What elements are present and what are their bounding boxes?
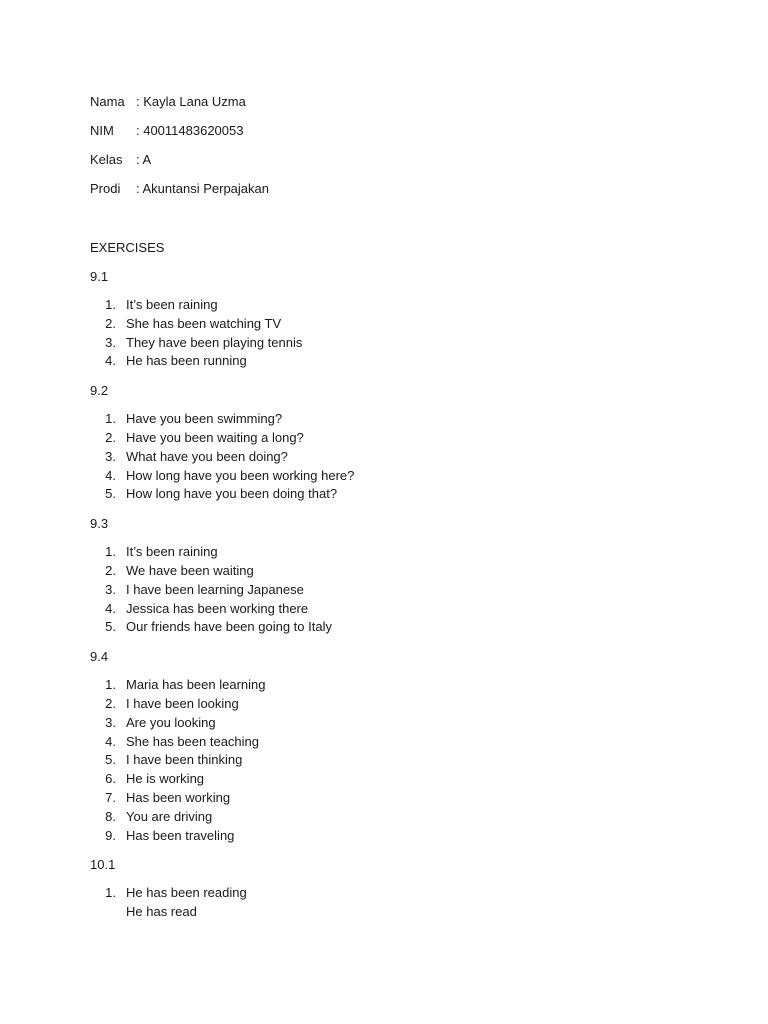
answer-line: She has been teaching	[126, 733, 259, 749]
item-number: 2.	[105, 429, 116, 445]
answer-line: Maria has been learning	[126, 677, 266, 693]
answer-line: What have you been doing?	[126, 448, 288, 464]
answer-line: He has been reading	[126, 885, 247, 901]
answer-text	[126, 429, 304, 448]
answer-text	[126, 676, 265, 695]
answer-text	[126, 827, 234, 846]
student-info	[90, 92, 710, 208]
answer-text	[126, 600, 308, 619]
answer-line: Has been working	[126, 789, 231, 805]
list-item	[90, 827, 710, 846]
list-item	[90, 600, 710, 619]
item-number: 4.	[105, 733, 116, 749]
info-row-nama	[90, 92, 710, 121]
item-number: 4.	[105, 600, 116, 616]
item-number: 1.	[105, 677, 116, 693]
list-item	[90, 485, 710, 504]
list-item	[90, 695, 710, 714]
answer-text	[126, 884, 247, 922]
list-item	[90, 676, 710, 695]
info-row-kelas	[90, 150, 710, 179]
info-value: : Kayla Lana Uzma	[136, 94, 246, 109]
info-label: NIM	[90, 123, 114, 138]
answer-text	[126, 334, 302, 353]
list-item	[90, 543, 710, 562]
answer-line: Have you been waiting a long?	[126, 429, 304, 445]
list-item	[90, 352, 710, 371]
info-row-prodi	[90, 179, 710, 208]
document-page	[90, 92, 710, 932]
list-item	[90, 296, 710, 315]
item-number: 2.	[105, 315, 116, 331]
answer-line: Jessica has been working there	[126, 600, 309, 616]
answer-line: He has read	[126, 904, 197, 920]
item-number: 3.	[105, 714, 116, 730]
info-label: Kelas	[90, 152, 123, 167]
answer-text	[126, 296, 218, 315]
answer-line: Are you looking	[126, 714, 216, 730]
item-number: 5.	[105, 619, 116, 635]
answer-text	[126, 618, 332, 637]
answer-line: Have you been swimming?	[126, 411, 283, 427]
section-title: 10.1	[90, 857, 116, 873]
list-item	[90, 334, 710, 353]
answer-line: We have been waiting	[126, 562, 254, 578]
item-number: 4.	[105, 467, 116, 483]
answer-text	[126, 581, 304, 600]
answer-text	[126, 751, 242, 770]
list-item	[90, 808, 710, 827]
item-number: 3.	[105, 448, 116, 464]
answer-text	[126, 410, 282, 429]
answer-text	[126, 733, 259, 752]
item-number: 2.	[105, 695, 116, 711]
section-title: 9.3	[90, 516, 109, 532]
answer-list	[90, 676, 710, 845]
list-item	[90, 315, 710, 334]
answer-line: He has been running	[126, 353, 247, 369]
list-item	[90, 467, 710, 486]
list-item	[90, 581, 710, 600]
answer-text	[126, 485, 337, 504]
answer-text	[126, 543, 218, 562]
answer-line: It’s been raining	[126, 544, 218, 560]
answer-line: Our friends have been going to Italy	[126, 619, 332, 635]
item-number: 7.	[105, 789, 116, 805]
list-item	[90, 448, 710, 467]
info-value: : 40011483620053	[136, 123, 244, 138]
answer-list	[90, 884, 710, 922]
info-label: Nama	[90, 94, 125, 109]
answer-line: She has been watching TV	[126, 315, 282, 331]
item-number: 5.	[105, 752, 116, 768]
answer-text	[126, 808, 212, 827]
section-title: 9.4	[90, 649, 109, 665]
answer-text	[126, 352, 247, 371]
answer-line: Has been traveling	[126, 827, 235, 843]
answer-text	[126, 448, 288, 467]
exercise-sections	[90, 267, 710, 922]
item-number: 9.	[105, 827, 116, 843]
exercises-heading: EXERCISES	[90, 240, 165, 255]
list-item	[90, 429, 710, 448]
section-title: 9.1	[90, 269, 109, 284]
answer-text	[126, 714, 216, 733]
answer-text	[126, 770, 204, 789]
section-title: 9.2	[90, 383, 109, 399]
answer-line: I have been thinking	[126, 752, 243, 768]
info-label: Prodi	[90, 181, 121, 196]
answer-line: How long have you been doing that?	[126, 486, 338, 502]
answer-text	[126, 789, 230, 808]
answer-list	[90, 543, 710, 637]
info-value: : Akuntansi Perpajakan	[136, 181, 269, 196]
answer-text	[126, 562, 254, 581]
item-number: 1.	[105, 411, 116, 427]
list-item	[90, 751, 710, 770]
item-number: 1.	[105, 297, 116, 312]
answer-line: He is working	[126, 771, 205, 787]
list-item	[90, 884, 710, 922]
item-number: 1.	[105, 885, 116, 901]
item-number: 4.	[105, 353, 116, 369]
answer-list	[90, 410, 710, 504]
list-item	[90, 562, 710, 581]
list-item	[90, 714, 710, 733]
item-number: 2.	[105, 562, 116, 578]
list-item	[90, 618, 710, 637]
answer-line: You are driving	[126, 808, 213, 824]
answer-line: How long have you been working here?	[126, 467, 355, 483]
item-number: 3.	[105, 334, 116, 350]
answer-line: I have been looking	[126, 695, 239, 711]
list-item	[90, 770, 710, 789]
answer-text	[126, 695, 239, 714]
info-row-nim	[90, 121, 710, 150]
list-item	[90, 789, 710, 808]
answer-line: I have been learning Japanese	[126, 581, 304, 597]
answer-line: They have been playing tennis	[126, 334, 303, 350]
item-number: 5.	[105, 486, 116, 502]
answer-text	[126, 467, 354, 486]
list-item	[90, 410, 710, 429]
list-item	[90, 733, 710, 752]
item-number: 1.	[105, 544, 116, 560]
answer-line: It’s been raining	[126, 297, 218, 312]
info-value: : A	[136, 152, 152, 167]
item-number: 6.	[105, 771, 116, 787]
answer-text	[126, 315, 281, 334]
item-number: 8.	[105, 808, 116, 824]
answer-list	[90, 296, 710, 371]
item-number: 3.	[105, 581, 116, 597]
